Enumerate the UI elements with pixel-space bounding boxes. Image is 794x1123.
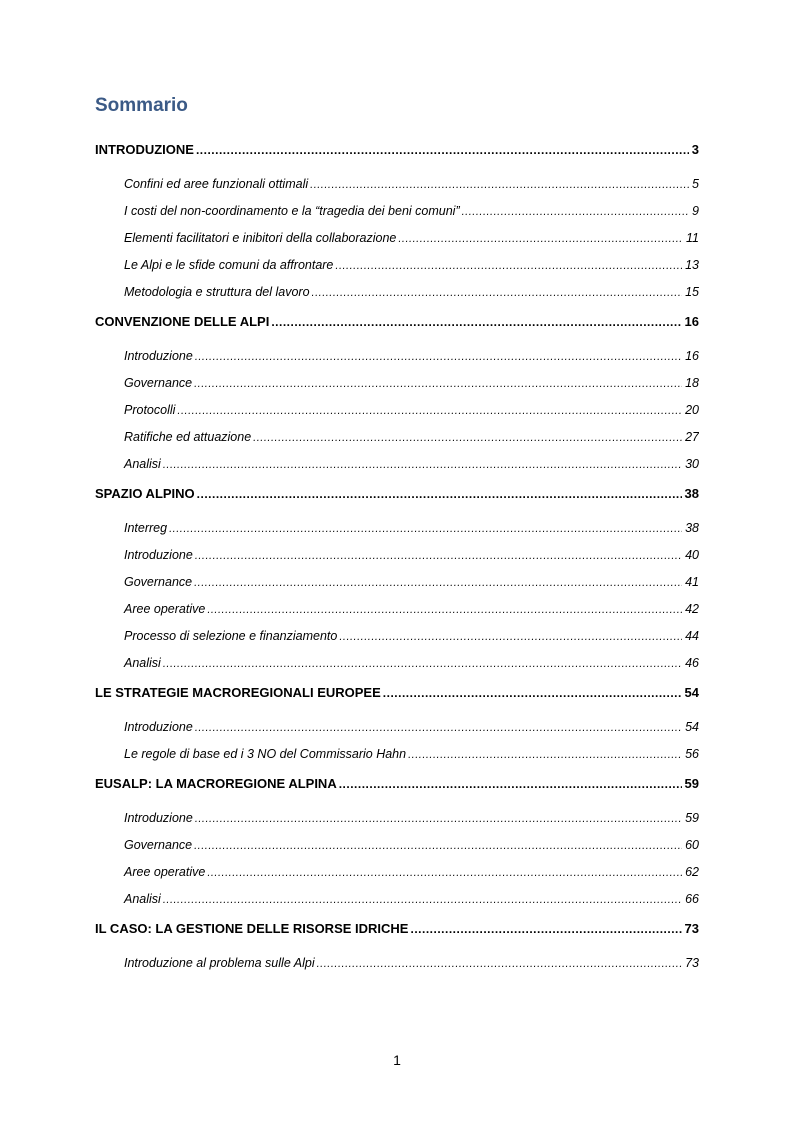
toc-chapter-page: 16	[684, 314, 699, 329]
toc-subsection-page: 13	[685, 258, 699, 272]
toc-subsection-page: 42	[685, 602, 699, 616]
toc-subsection-entry[interactable]	[95, 714, 699, 741]
toc-subsection-entry[interactable]	[95, 859, 699, 886]
toc-chapter-page: 38	[684, 486, 699, 501]
toc-chapter-page: 59	[684, 776, 699, 791]
toc-chapter-entry[interactable]	[95, 773, 699, 795]
toc-subsection-page: 5	[692, 177, 699, 191]
toc-subsection-label: Introduzione	[124, 720, 193, 734]
toc-leader-dots	[383, 682, 682, 704]
toc-subsection-page: 62	[685, 865, 699, 879]
toc-subsection-page: 20	[685, 403, 699, 417]
toc-subsection-page: 18	[685, 376, 699, 390]
toc-subsection-page: 11	[686, 231, 699, 245]
toc-subsection-page: 54	[685, 720, 699, 734]
toc-subsection-label: Analisi	[124, 656, 161, 670]
toc-leader-dots	[408, 742, 682, 768]
toc-subsection-entry[interactable]	[95, 805, 699, 832]
toc-subsection-entry[interactable]	[95, 397, 699, 424]
toc-leader-dots	[310, 172, 689, 198]
toc-subsection-entry[interactable]	[95, 171, 699, 198]
toc-subsection-entry[interactable]	[95, 596, 699, 623]
toc-leader-dots	[196, 139, 689, 161]
toc-subsection-label: Protocolli	[124, 403, 176, 417]
toc-subsection-label: Ratifiche ed attuazione	[124, 430, 252, 444]
toc-subsection-entry[interactable]	[95, 741, 699, 768]
toc-chapter-entry[interactable]	[95, 311, 699, 333]
toc-subsection-page: 9	[692, 204, 699, 218]
toc-section	[95, 139, 699, 306]
toc-subsection-entry[interactable]	[95, 832, 699, 859]
toc-chapter-entry[interactable]	[95, 139, 699, 161]
toc-subsection-label: Aree operative	[124, 865, 206, 879]
toc-subsection-page: 44	[685, 629, 699, 643]
toc-chapter-label: INTRODUZIONE	[95, 142, 194, 157]
toc-chapter-page: 3	[691, 142, 699, 157]
toc-subsection-page: 59	[685, 811, 699, 825]
toc-subsection-entry[interactable]	[95, 542, 699, 569]
toc-subsection-entry[interactable]	[95, 370, 699, 397]
toc-subsection-label: Analisi	[124, 457, 161, 471]
toc-subsection-label: Metodologia e struttura del lavoro	[124, 285, 310, 299]
toc-subsection-page: 46	[685, 656, 699, 670]
toc-leader-dots	[335, 253, 682, 279]
toc-subsection-page: 30	[685, 457, 699, 471]
toc-leader-dots	[163, 452, 682, 478]
toc-section	[95, 773, 699, 913]
toc-chapter-entry[interactable]	[95, 682, 699, 704]
toc-subsection-label: Confini ed aree funzionali ottimali	[124, 177, 309, 191]
toc-subsection-entry[interactable]	[95, 451, 699, 478]
toc-subsection-page: 27	[685, 430, 699, 444]
toc-subsection-label: Le regole di base ed i 3 NO del Commissario Hahn	[124, 747, 407, 761]
toc-subsection-entry[interactable]	[95, 252, 699, 279]
toc-subsection-entry[interactable]	[95, 225, 699, 252]
toc-leader-dots	[169, 516, 682, 542]
toc-leader-dots	[177, 398, 682, 424]
toc-leader-dots	[398, 226, 683, 252]
toc-leader-dots	[195, 715, 682, 741]
toc-chapter-label: IL CASO: LA GESTIONE DELLE RISORSE IDRICHE	[95, 921, 409, 936]
toc-subsection-page: 38	[685, 521, 699, 535]
toc-leader-dots	[317, 951, 682, 977]
toc-title: Sommario	[95, 95, 188, 116]
table-of-contents	[95, 139, 699, 982]
toc-subsection-entry[interactable]	[95, 623, 699, 650]
toc-leader-dots	[194, 371, 682, 397]
toc-section	[95, 918, 699, 977]
toc-subsection-entry[interactable]	[95, 886, 699, 913]
toc-subsection-page: 15	[685, 285, 699, 299]
toc-subsection-entry[interactable]	[95, 198, 699, 225]
toc-subsection-label: Aree operative	[124, 602, 206, 616]
toc-chapter-entry[interactable]	[95, 918, 699, 940]
toc-chapter-label: LE STRATEGIE MACROREGIONALI EUROPEE	[95, 685, 381, 700]
toc-subsection-label: Processo di selezione e finanziamento	[124, 629, 338, 643]
toc-chapter-label: CONVENZIONE DELLE ALPI	[95, 314, 270, 329]
toc-subsection-label: Le Alpi e le sfide comuni da affrontare	[124, 258, 334, 272]
toc-subsection-label: Governance	[124, 376, 193, 390]
toc-subsection-label: Introduzione	[124, 811, 193, 825]
toc-leader-dots	[195, 806, 682, 832]
toc-leader-dots	[194, 570, 682, 596]
toc-leader-dots	[462, 199, 689, 225]
toc-leader-dots	[339, 624, 682, 650]
toc-leader-dots	[410, 918, 681, 940]
toc-leader-dots	[194, 833, 682, 859]
toc-subsection-label: Elementi facilitatori e inibitori della collaborazione	[124, 231, 397, 245]
toc-chapter-label: SPAZIO ALPINO	[95, 486, 195, 501]
toc-subsection-entry[interactable]	[95, 569, 699, 596]
toc-leader-dots	[197, 483, 682, 505]
toc-leader-dots	[271, 311, 681, 333]
toc-leader-dots	[207, 860, 682, 886]
toc-subsection-page: 60	[685, 838, 699, 852]
toc-subsection-page: 56	[685, 747, 699, 761]
toc-subsection-page: 16	[685, 349, 699, 363]
toc-leader-dots	[163, 887, 682, 913]
toc-subsection-page: 40	[685, 548, 699, 562]
toc-subsection-label: I costi del non-coordinamento e la “tragedia dei beni comuni”	[124, 204, 460, 218]
toc-leader-dots	[339, 773, 682, 795]
toc-leader-dots	[253, 425, 682, 451]
toc-subsection-label: Introduzione al problema sulle Alpi	[124, 956, 315, 970]
toc-subsection-entry[interactable]	[95, 424, 699, 451]
toc-subsection-entry[interactable]	[95, 650, 699, 677]
toc-subsection-page: 66	[685, 892, 699, 906]
toc-leader-dots	[195, 543, 682, 569]
toc-section	[95, 483, 699, 677]
toc-chapter-page: 54	[684, 685, 699, 700]
toc-subsection-entry[interactable]	[95, 279, 699, 306]
toc-subsection-entry[interactable]	[95, 950, 699, 977]
toc-subsection-label: Analisi	[124, 892, 161, 906]
toc-subsection-page: 73	[685, 956, 699, 970]
toc-section	[95, 682, 699, 768]
toc-subsection-page: 41	[685, 575, 699, 589]
toc-chapter-page: 73	[684, 921, 699, 936]
toc-subsection-label: Governance	[124, 575, 193, 589]
toc-chapter-label: EUSALP: LA MACROREGIONE ALPINA	[95, 776, 337, 791]
toc-subsection-entry[interactable]	[95, 343, 699, 370]
toc-section	[95, 311, 699, 478]
toc-leader-dots	[312, 280, 683, 306]
toc-subsection-label: Introduzione	[124, 349, 193, 363]
page-number: 1	[393, 1052, 401, 1068]
toc-leader-dots	[195, 344, 682, 370]
toc-subsection-entry[interactable]	[95, 515, 699, 542]
toc-subsection-label: Introduzione	[124, 548, 193, 562]
toc-subsection-label: Interreg	[124, 521, 168, 535]
toc-chapter-entry[interactable]	[95, 483, 699, 505]
toc-leader-dots	[163, 651, 682, 677]
toc-subsection-label: Governance	[124, 838, 193, 852]
toc-leader-dots	[207, 597, 682, 623]
